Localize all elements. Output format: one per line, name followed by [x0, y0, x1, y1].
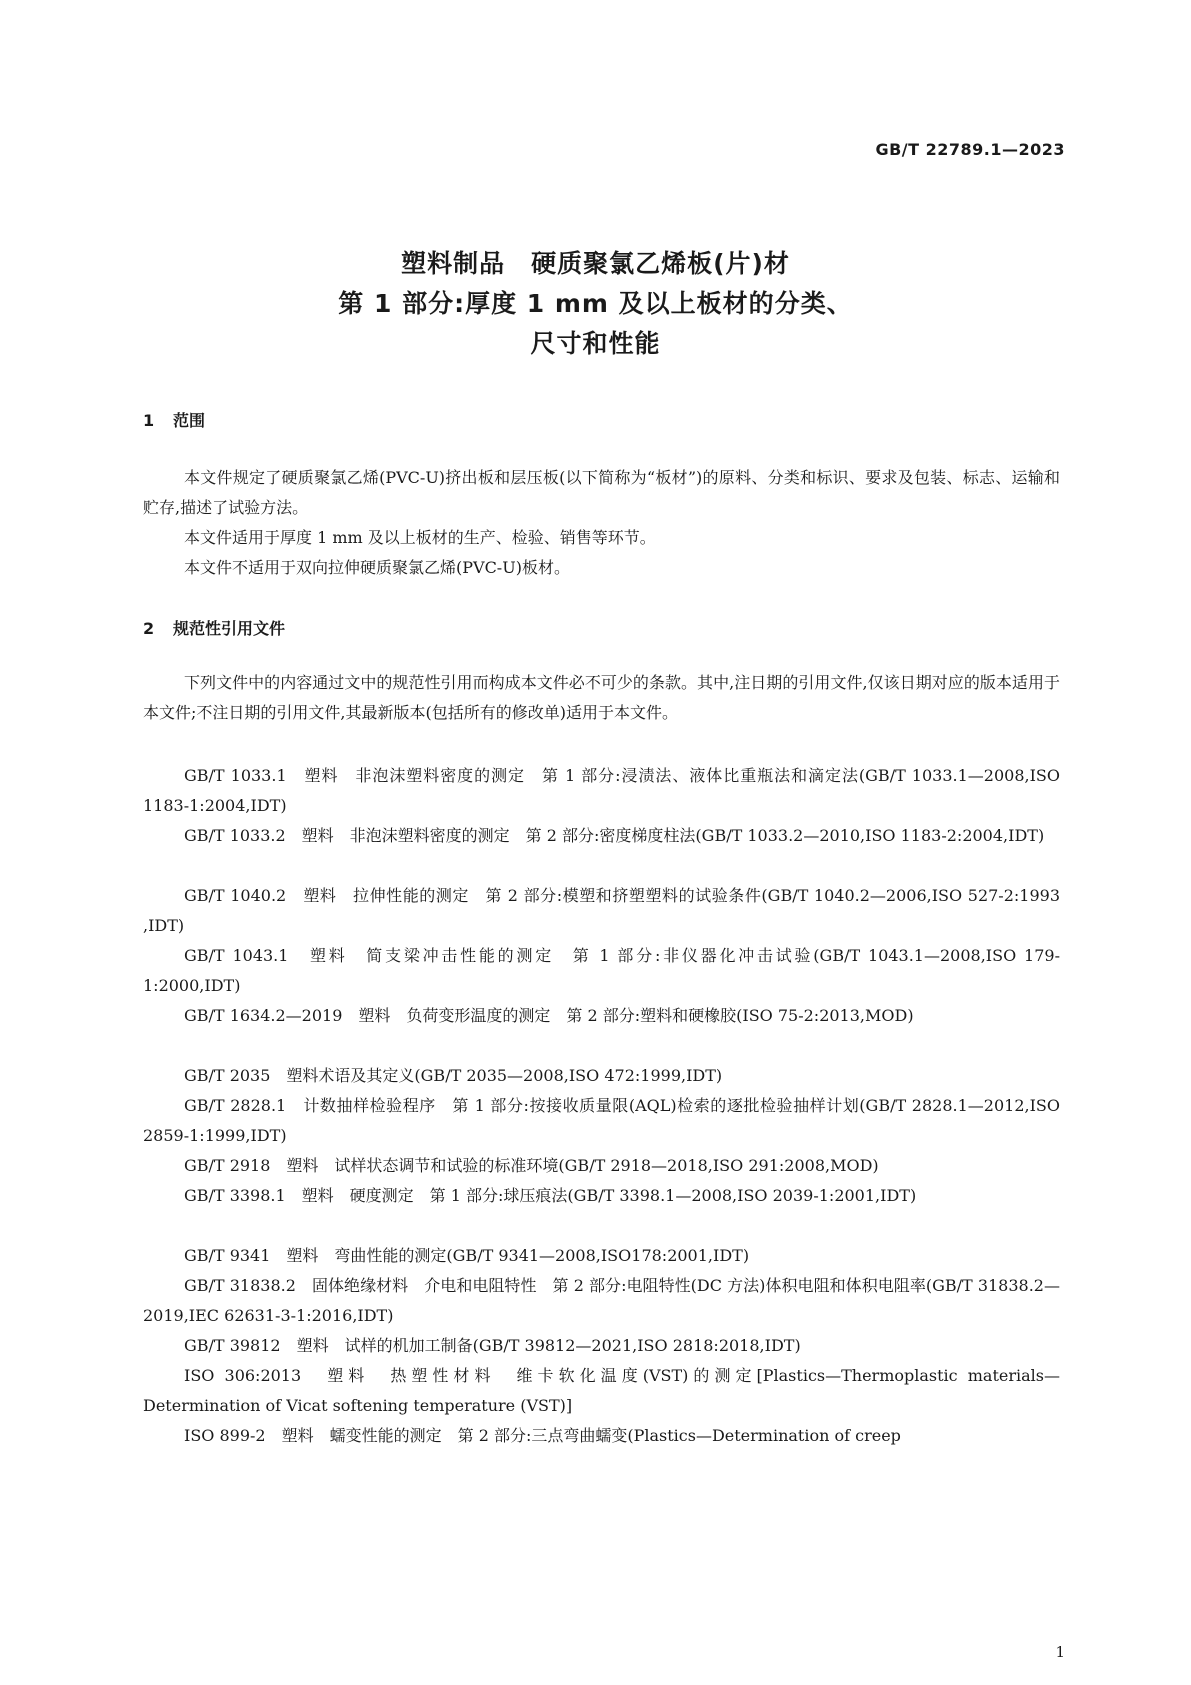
section-heading-normative-references — [143, 616, 285, 639]
paragraph: 下列文件中的内容通过文中的规范性引用而构成本文件必不可少的条款。其中,注日期的引用文件,仅该日期对应的版本适用于本文件;不注日期的引用文件,其最新版本(包括所有的修改单)适用于本文件。 — [143, 673, 1060, 722]
title-line: 第 1 部分:厚度 1 mm 及以上板材的分类、 — [338, 289, 853, 318]
reference-item: GB/T 31838.2 固体绝缘材料 介电和电阻特性 第 2 部分:电阻特性(DC 方法)体积电阻和体积电阻率(GB/T 31838.2—2019,IEC 62631-3-1:2016,IDT) — [143, 1276, 1060, 1325]
title-line: 尺寸和性能 — [530, 329, 661, 358]
reference-item: GB/T 9341 塑料 弯曲性能的测定(GB/T 9341—2008,ISO178:2001,IDT) — [184, 1246, 750, 1265]
reference-item: ISO 899-2 塑料 蠕变性能的测定 第 2 部分:三点弯曲蠕变(Plastics—Determination of creep — [184, 1426, 901, 1445]
reference-item: ISO 306:2013 塑料 热塑性材料 维卡软化温度(VST)的测定[Plastics—Thermoplastic materials—Determination of Vicat softening temperature (VST)] — [143, 1366, 1060, 1415]
section-number: 1 — [143, 411, 155, 430]
reference-item: GB/T 2035 塑料术语及其定义(GB/T 2035—2008,ISO 472:1999,IDT) — [184, 1066, 723, 1085]
title-line: 塑料制品 硬质聚氯乙烯板(片)材 — [401, 249, 790, 278]
paragraph: 本文件规定了硬质聚氯乙烯(PVC-U)挤出板和层压板(以下简称为“板材”)的原料、分类和标识、要求及包装、标志、运输和贮存,描述了试验方法。 — [143, 468, 1060, 517]
section-number: 2 — [143, 619, 155, 638]
reference-item: GB/T 1043.1 塑料 简支梁冲击性能的测定 第 1 部分:非仪器化冲击试验(GB/T 1043.1—2008,ISO 179-1:2000,IDT) — [143, 946, 1060, 995]
standard-number: GB/T 22789.1—2023 — [875, 140, 1065, 159]
reference-item: GB/T 1040.2 塑料 拉伸性能的测定 第 2 部分:模塑和挤塑塑料的试验条件(GB/T 1040.2—2006,ISO 527-2:1993 ,IDT) — [143, 886, 1066, 935]
reference-item: GB/T 2918 塑料 试样状态调节和试验的标准环境(GB/T 2918—2018,ISO 291:2008,MOD) — [184, 1156, 879, 1175]
reference-item: GB/T 1033.1 塑料 非泡沫塑料密度的测定 第 1 部分:浸渍法、液体比重瓶法和滴定法(GB/T 1033.1—2008,ISO 1183-1:2004,IDT) — [143, 766, 1066, 815]
reference-item: GB/T 39812 塑料 试样的机加工制备(GB/T 39812—2021,ISO 2818:2018,IDT) — [184, 1336, 801, 1355]
reference-item: GB/T 1634.2—2019 塑料 负荷变形温度的测定 第 2 部分:塑料和硬橡胶(ISO 75-2:2013,MOD) — [184, 1006, 914, 1025]
section-title: 范围 — [173, 411, 206, 430]
document-title — [0, 244, 1191, 364]
section-heading-scope — [143, 408, 205, 431]
paragraph: 本文件适用于厚度 1 mm 及以上板材的生产、检验、销售等环节。 — [184, 528, 656, 547]
reference-item: GB/T 2828.1 计数抽样检验程序 第 1 部分:按接收质量限(AQL)检索的逐批检验抽样计划(GB/T 2828.1—2012,ISO 2859-1:1999,IDT) — [143, 1096, 1066, 1145]
section-title: 规范性引用文件 — [173, 619, 286, 638]
paragraph: 本文件不适用于双向拉伸硬质聚氯乙烯(PVC-U)板材。 — [184, 558, 570, 577]
reference-item: GB/T 3398.1 塑料 硬度测定 第 1 部分:球压痕法(GB/T 3398.1—2008,ISO 2039-1:2001,IDT) — [184, 1186, 917, 1205]
reference-item: GB/T 1033.2 塑料 非泡沫塑料密度的测定 第 2 部分:密度梯度柱法(GB/T 1033.2—2010,ISO 1183-2:2004,IDT) — [184, 826, 1045, 845]
page-number: 1 — [1055, 1643, 1065, 1661]
